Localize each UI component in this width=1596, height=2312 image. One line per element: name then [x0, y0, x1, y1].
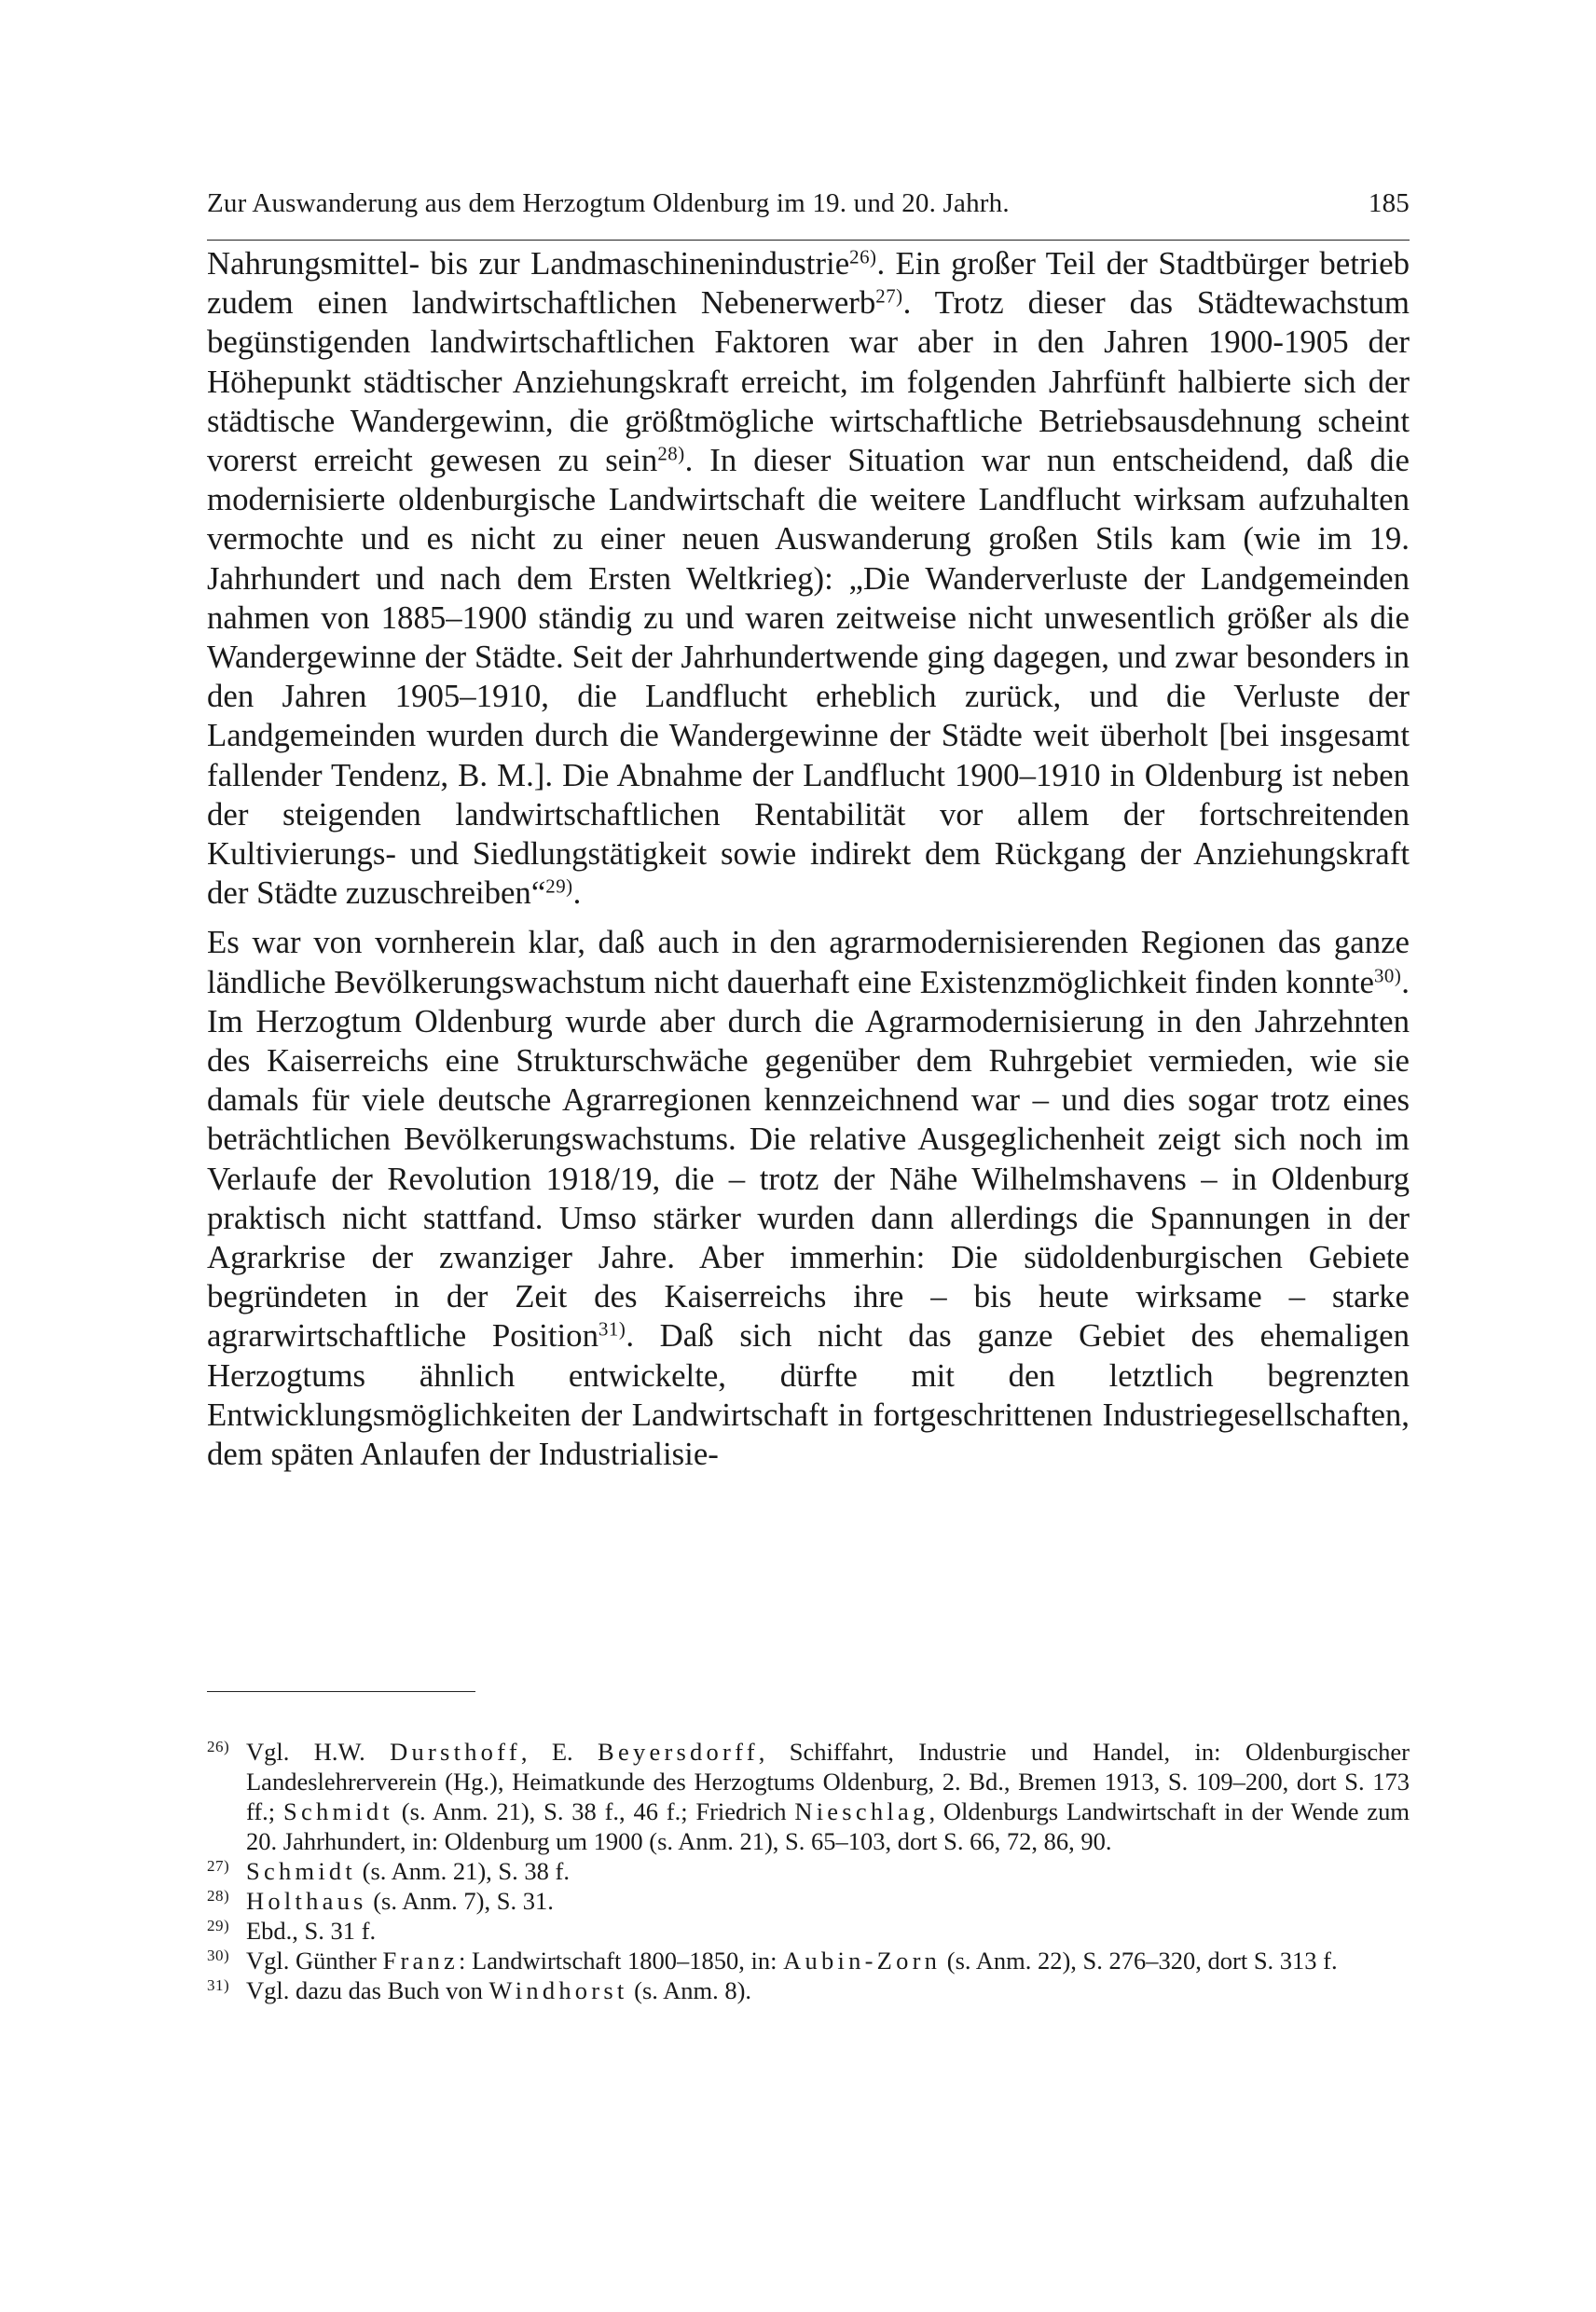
- footnote-text: Ebd., S. 31 f.: [246, 1917, 377, 1945]
- footnote-text: , Schiffahrt, Industrie und Handel, in: Oldenburgischer Landeslehrerverein (Hg.), Heimatkunde des Herzogtums Oldenburg, 2. Bd., Bremen 1913, S. 109–200, dort S. 173 ff.;: [246, 1738, 1410, 1825]
- footnote-number: 27): [207, 1857, 230, 1875]
- author-name: Windhorst: [488, 1976, 628, 2004]
- paragraph-text: Nahrungsmittel- bis zur Landmaschinenindustrie: [207, 245, 850, 282]
- footnote-number: 29): [207, 1917, 230, 1934]
- paragraph-text: . Trotz dieser das Städtewachstum begünstigenden landwirtschaftlichen Faktoren war aber in den Jahren 1900-1905 der Höhepunkt städtischer Anziehungskraft erreicht, im folgenden Jahrfünft halbierte sich der städtische Wandergewinn, die größtmögliche wirtschaftliche Betriebsausdehnung scheint vorerst erreicht gewesen zu sein: [207, 284, 1410, 479]
- footnote-ref-26: 26): [849, 245, 877, 268]
- footnote-number: 28): [207, 1887, 230, 1905]
- footnote-text: (s. Anm. 8).: [627, 1976, 752, 2004]
- footnote-text: (s. Anm. 22), S. 276–320, dort S. 313 f.: [941, 1947, 1338, 1975]
- author-name: Franz: [382, 1947, 460, 1975]
- footnote-29: [207, 1916, 1410, 1946]
- page-number: 185: [1368, 188, 1410, 218]
- footnote-27: [207, 1856, 1410, 1886]
- footnote-30: [207, 1946, 1410, 1975]
- footnote-text: Vgl. Günther: [246, 1947, 383, 1975]
- author-name: Nieschlag: [794, 1797, 929, 1825]
- paragraph-text: Es war von vornherein klar, daß auch in den agrarmodernisierenden Regionen das ganze ländliche Bevölkerungswachstum nicht dauerhaft eine Existenzmöglichkeit finden konnte: [207, 924, 1410, 1000]
- author-name: Dursthoff: [390, 1738, 521, 1766]
- footnote-ref-30: 30): [1373, 964, 1402, 987]
- header-rule: [207, 240, 1410, 241]
- footnote-text: : Landwirtschaft 1800–1850, in:: [459, 1947, 784, 1975]
- footnote-text: , E.: [520, 1738, 598, 1766]
- footnotes: [207, 1737, 1410, 2005]
- footnote-number: 31): [207, 1976, 230, 1994]
- footnote-text: (s. Anm. 21), S. 38 f., 46 f.; Friedrich: [393, 1797, 795, 1825]
- footnote-ref-31: 31): [598, 1318, 626, 1342]
- footnote-rule: [207, 1691, 475, 1692]
- footnote-ref-28: 28): [657, 442, 685, 465]
- footnote-text: (s. Anm. 21), S. 38 f.: [356, 1857, 570, 1885]
- footnote-text: Vgl. H.W.: [246, 1738, 391, 1766]
- footnote-text: , Oldenburgs Landwirtschaft in der Wende zum 20. Jahrhundert, in: Oldenburg um 1900 (s. Anm. 21), S. 65–103, dort S. 66, 72, 86, 90.: [246, 1797, 1410, 1855]
- paragraph-text: . Ein großer Teil der Stadtbürger betrieb zudem einen landwirtschaftlichen Nebenerwerb: [207, 245, 1410, 322]
- author-name: Schmidt: [246, 1857, 357, 1885]
- footnote-number: 26): [207, 1738, 230, 1755]
- footnote-28: [207, 1886, 1410, 1916]
- author-name: Aubin-Zorn: [783, 1947, 942, 1975]
- footnote-text: (s. Anm. 7), S. 31.: [366, 1887, 554, 1915]
- main-text: [207, 244, 1410, 1474]
- footnote-ref-27: 27): [875, 284, 903, 308]
- author-name: Beyersdorff: [598, 1738, 759, 1766]
- paragraph-1: [207, 244, 1410, 913]
- author-name: Holthaus: [246, 1887, 367, 1915]
- author-name: Schmidt: [282, 1797, 393, 1825]
- footnote-number: 30): [207, 1947, 230, 1964]
- paragraph-text: .: [572, 874, 582, 912]
- running-head-title: Zur Auswanderung aus dem Herzogtum Oldenburg im 19. und 20. Jahrh.: [207, 188, 1010, 218]
- paragraph-text: . In dieser Situation war nun entscheidend, daß die modernisierte oldenburgische Landwirtschaft die weitere Landflucht wirksam aufzuhalten vermochte und es nicht zu einer neuen Auswanderung großen Stils kam (wie im 19. Jahrhundert und nach dem Ersten Weltkrieg): „Die Wanderverluste der Landgemeinden nahmen von 1885–1900 ständig zu und waren zeitweise nicht unwesentlich größer als die Wandergewinne der Städte. Seit der Jahrhundertwende ging dagegen, und zwar besonders in den Jahren 1905–1910, die Landflucht erheblich zurück, und die Verluste der Landgemeinden wurden durch die Wandergewinne der Städte weit überholt [bei insgesamt fallender Tendenz, B. M.]. Die Abnahme der Landflucht 1900–1910 in Oldenburg ist neben der steigenden landwirtschaftlichen Rentabilität vor allem der fortschreitenden Kultivierungs- und Siedlungstätigkeit sowie indirekt dem Rückgang der Anziehungskraft der Städte zuzuschreiben“: [207, 442, 1410, 912]
- paragraph-text: . Daß sich nicht das ganze Gebiet des ehemaligen Herzogtums ähnlich entwickelte, dürfte mit den letztlich begrenzten Entwicklungsmöglichkeiten der Landwirtschaft in fortgeschrittenen Industriegesellschaften, dem späten Anlaufen der Industrialisie-: [207, 1317, 1410, 1473]
- footnote-ref-29: 29): [545, 874, 573, 898]
- footnote-31: [207, 1975, 1410, 2005]
- footnote-26: [207, 1737, 1410, 1856]
- paragraph-2: [207, 923, 1410, 1474]
- footnote-text: Vgl. dazu das Buch von: [246, 1976, 489, 2004]
- paragraph-text: . Im Herzogtum Oldenburg wurde aber durch die Agrarmodernisierung in den Jahrzehnten des Kaiserreichs eine Strukturschwäche gegenüber dem Ruhrgebiet vermieden, wie sie damals für viele deutsche Agrarregionen kennzeichnend war – und dies sogar trotz eines beträchtlichen Bevölkerungswachstums. Die relative Ausgeglichenheit zeigt sich noch im Verlaufe der Revolution 1918/19, die – trotz der Nähe Wilhelmshavens – in Oldenburg praktisch nicht stattfand. Umso stärker wurden dann allerdings die Spannungen in der Agrarkrise der zwanziger Jahre. Aber immerhin: Die südoldenburgischen Gebiete begründeten in der Zeit des Kaiserreichs ihre – bis heute wirksame – starke agrarwirtschaftliche Position: [207, 963, 1410, 1355]
